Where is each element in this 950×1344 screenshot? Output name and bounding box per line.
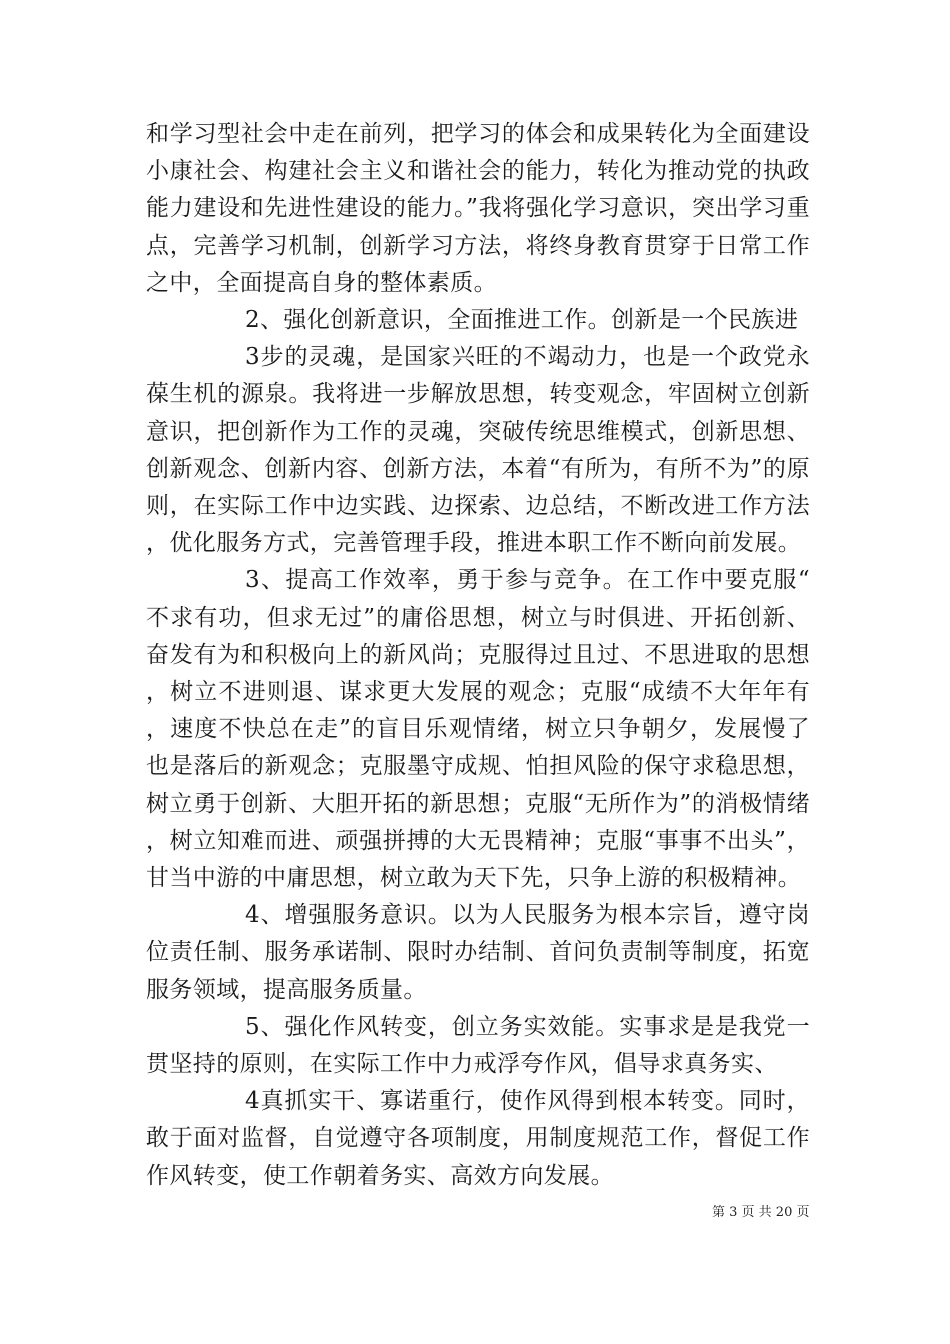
paragraph-innovation-body: 3步的灵魂，是国家兴旺的不竭动力，也是一个政党永葆生机的源泉。我将进一步解放思想，转变观念，牢固树立创新意识，把创新作为工作的灵魂，突破传统思维模式，创新思想、创新观念、创新内容、创新方法，本着“有所为，有所不为”的原则，在实际工作中边实践、边探索、边总结，不断改进工作方法，优化服务方式，完善管理手段，推进本职工作不断向前发展。 xyxy=(146,344,810,557)
page-number: 第 3 页 共 20 页 xyxy=(712,1205,810,1220)
paragraph-efficiency: 3、提高工作效率，勇于参与竞争。在工作中要克服“不求有功，但求无过”的庸俗思想，树立与时俱进、开拓创新、奋发有为和积极向上的新风尚；克服得过且过、不思进取的思想，树立不进则退、谋求更大发展的观念；克服“成绩不大年年有，速度不快总在走”的盲目乐观情绪，树立只争朝夕，发展慢了也是落后的新观念；克服墨守成规、怕担风险的保守求稳思想，树立勇于创新、大胆开拓的新思想；克服“无所作为”的消极情绪，树立知难而进、顽强拼搏的大无畏精神；克服“事事不出头”，甘当中游的中庸思想，树立敢为天下先，只争上游的积极精神。 xyxy=(146,567,810,892)
paragraph-style-heading: 5、强化作风转变，创立务实效能。实事求是是我党一贯坚持的原则，在实际工作中力戒浮夸作风，倡导求真务实、 xyxy=(146,1013,810,1078)
paragraph-service: 4、增强服务意识。以为人民服务为根本宗旨，遵守岗位责任制、服务承诺制、限时办结制、首问负责制等制度，拓宽服务领域，提高服务质量。 xyxy=(146,902,810,1003)
paragraph-style-body: 4真抓实干、寡诺重行，使作风得到根本转变。同时，敢于面对监督，自觉遵守各项制度，用制度规范工作，督促工作作风转变，使工作朝着务实、高效方向发展。 xyxy=(146,1088,810,1189)
document-body xyxy=(146,116,810,1195)
paragraph-innovation-heading: 2、强化创新意识，全面推进工作。创新是一个民族进 xyxy=(245,307,799,334)
paragraph-study: 和学习型社会中走在前列，把学习的体会和成果转化为全面建设小康社会、构建社会主义和谐社会的能力，转化为推动党的执政能力建设和先进性建设的能力。”我将强化学习意识，突出学习重点，完善学习机制，创新学习方法，将终身教育贯穿于日常工作之中，全面提高自身的整体素质。 xyxy=(146,121,810,296)
